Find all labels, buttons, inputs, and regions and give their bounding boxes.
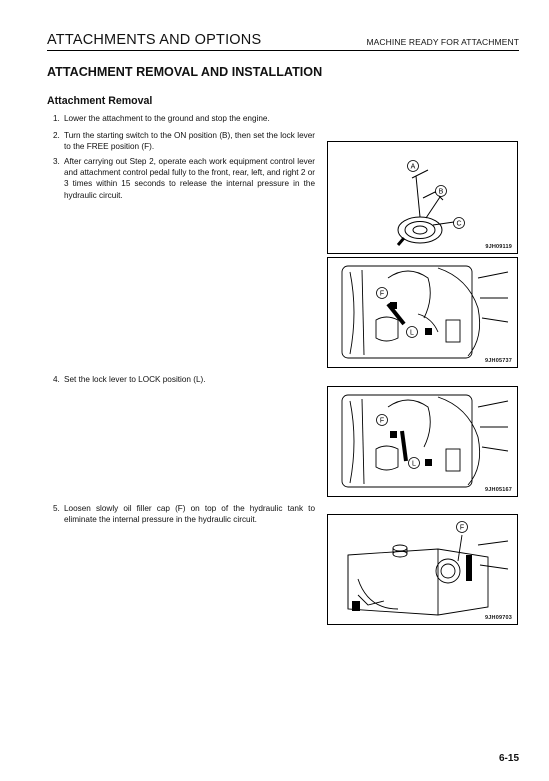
hydraulic-tank-illustration (328, 515, 517, 624)
figure-label-b: B (438, 188, 444, 196)
step-text: Loosen slowly oil filler cap (F) on top of the hydraulic tank to eliminate the internal pressure in the hydraulic circuit. (64, 504, 315, 525)
starting-switch-illustration (328, 142, 517, 253)
step-number: 2. (53, 131, 60, 140)
chapter-title: ATTACHMENTS AND OPTIONS (47, 32, 262, 48)
step-1 (53, 113, 315, 124)
figure-label-a: A (410, 163, 416, 171)
figure-lock-lever-free (327, 257, 518, 368)
step-2 (53, 130, 315, 152)
lock-lever-lock-illustration (328, 387, 517, 496)
figure-id: 9JH05737 (485, 358, 512, 364)
step-text: Lower the attachment to the ground and stop the engine. (64, 114, 270, 123)
step-number: 3. (53, 157, 60, 166)
figure-label-l: L (412, 460, 416, 468)
step-3 (53, 156, 315, 201)
figure-label-f: F (459, 524, 465, 532)
step-text: Turn the starting switch to the ON position (B), then set the lock lever to the FREE position (F). (64, 131, 315, 152)
figure-id: 9JH09703 (485, 615, 512, 621)
step-text: After carrying out Step 2, operate each work equipment control lever and attachment control pedal fully to the front, rear, left, and right 2 or 3 times within 15 seconds to release the internal pressure in the hydraulic circuit. (64, 157, 315, 200)
page-number: 6-15 (498, 753, 519, 764)
header-section-name: MACHINE READY FOR ATTACHMENT (366, 37, 519, 47)
subsection-title: Attachment Removal (47, 95, 153, 107)
step-4 (53, 374, 315, 385)
figure-starting-switch (327, 141, 518, 254)
step-number: 4. (53, 375, 60, 384)
figure-label-f: F (379, 290, 385, 298)
figure-id: 9JH05167 (485, 487, 512, 493)
lock-lever-free-illustration (328, 258, 517, 367)
figure-label-l: L (410, 329, 414, 337)
figure-hydraulic-tank (327, 514, 518, 625)
header-rule (47, 50, 519, 51)
step-text: Set the lock lever to LOCK position (L). (64, 375, 206, 384)
step-5 (53, 503, 315, 525)
figure-label-c: C (456, 220, 462, 228)
step-number: 5. (53, 504, 60, 513)
figure-lock-lever-lock (327, 386, 518, 497)
section-title: ATTACHMENT REMOVAL AND INSTALLATION (47, 65, 323, 79)
figure-id: 9JH09119 (485, 244, 512, 250)
figure-label-f: F (379, 417, 385, 425)
step-number: 1. (53, 114, 60, 123)
